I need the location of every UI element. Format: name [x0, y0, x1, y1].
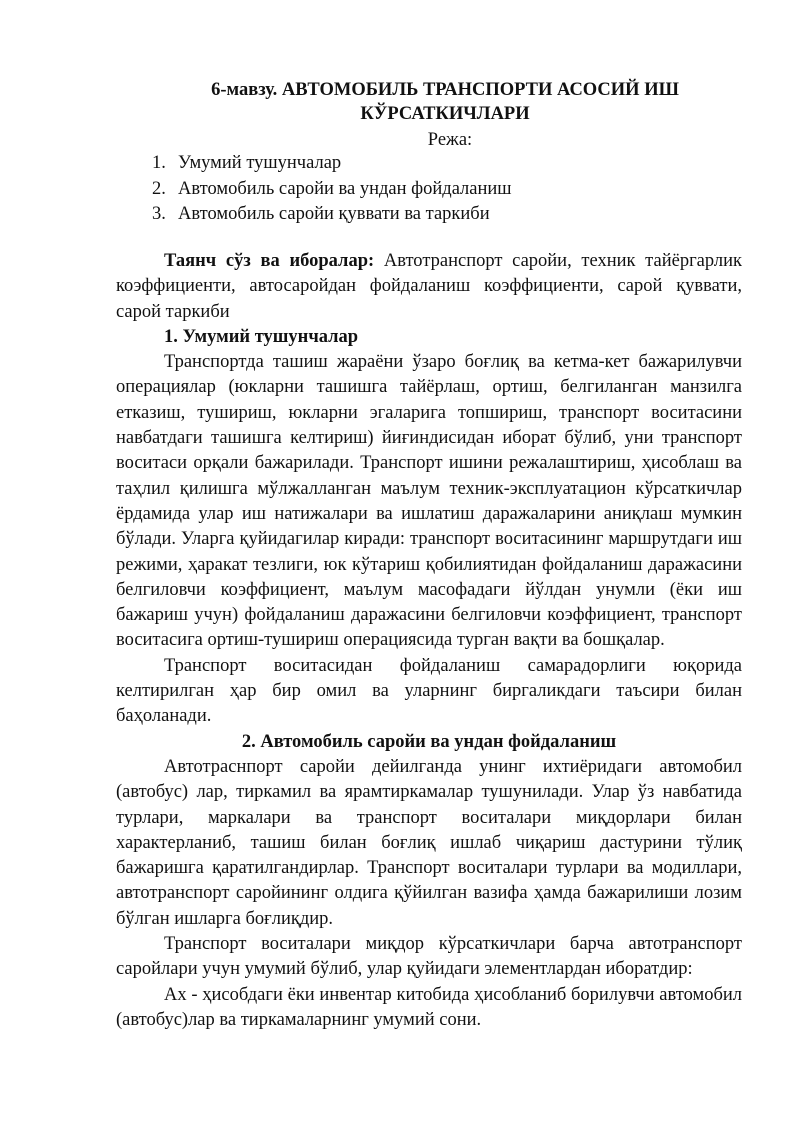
keywords-paragraph [116, 249, 742, 325]
section-2-number: 2 [241, 731, 252, 752]
plan-list [152, 151, 512, 228]
section-2-paragraph-3: Ах - ҳисобдаги ёки инвентар китобида ҳисобланиб борилувчи автомобил (автобус)лар ва тиркамаларнинг умумий сони. [116, 984, 742, 1030]
keywords-label: Таянч сўз ва иборалар: [164, 251, 375, 271]
plan-item-number: 2. [152, 178, 166, 199]
section-1-paragraph-1: Транспортда ташиш жараёни ўзаро боғлиқ ва кетма-кет бажарилувчи операциялар (юкларни ташишга тайёрлаш, ортиш, белгиланган манзилга етказиш, тушириш, юкларни эгаларига топшириш, транспорт воситасини навбатдаги ташишга келтириш) йиғиндисидан иборат бўлиб, уни транспорт воситаси орқали бажарилади. Транспорт ишини режалаштириш, ҳисоблаш ва таҳлил қилишга мўлжалланган маълум техник-эксплуатацион кўрсаткичлар ёрдамида улар иш натижалари ва ишлатиш даражаларини аниқлаш мумкин бўлади. Уларга қуйидагилар киради: транспорт воситасининг маршрутдаги иш режими, ҳаракат тезлиги, юк кўтариш қобилиятидан фойдаланиш даражасини белгиловчи коэффициент, маълум масофадаги йўлдан унумли (ёки иш бажариш учун) фойдаланиш даражасини белгиловчи коэффициент, транспорт воситасига ортиш-тушириш операциясида турган вақти ва бошқалар. [116, 352, 742, 651]
keywords-text: Автотранспорт саройи, техник тайёргарлик коэффициенти, автосаройдан фойдаланиш коэффициенти, сарой қуввати, сарой таркиби [116, 251, 742, 322]
title-line-2: КЎРСАТКИЧЛАРИ [360, 104, 530, 124]
section-1-paragraph-2: Транспорт воситасидан фойдаланиш самарадорлиги юқорида келтирилган ҳар бир омил ва уларнинг биргаликдаги таъсири билан баҳоланади. [116, 655, 742, 727]
section-2-paragraph-2: Транспорт воситалари миқдор кўрсаткичлари барча автотранспорт саройлари учун умумий бўлиб, улар қуйидаги элементлардан иборатдир: [116, 934, 742, 980]
plan-heading: Режа: [427, 130, 473, 150]
document-body [116, 249, 742, 1033]
section-2-paragraph-1: Автотраснпорт саройи дейилганда унинг ихтиёридаги автомобил (автобус) лар, тиркамил ва ярамтиркамалар тушунилади. Улар ўз навбатида турлари, маркалари ва транспорт воситалари миқдорлари билан характерланиб, ташиш билан боғлиқ ишлаб чиқариш дастурини тўлиқ бажаришга қаратилгандирлар. Транспорт воситалари турлари ва модиллари, автотранспорт саройининг олдига қўйилган вазифа ҳамда бажарилиши лозим бўлган ишларга боғлиқдир. [116, 756, 742, 929]
plan-item [152, 202, 512, 228]
plan-item-text: Автомобиль саройи ва ундан фойдаланиш [178, 178, 512, 199]
plan-item-number: 3. [152, 204, 166, 224]
plan-item [152, 151, 512, 177]
section-2-heading [116, 730, 742, 755]
page-title [150, 78, 740, 126]
plan-item [152, 177, 512, 203]
section-1-heading: 1. Умумий тушунчалар [164, 326, 359, 347]
plan-item-number: 1. [152, 153, 166, 173]
section-2-title: . Автомобиль саройи ва ундан фойдаланиш [251, 731, 617, 752]
title-line-1: 6-мавзу. АВТОМОБИЛЬ ТРАНСПОРТИ АСОСИЙ ИШ [211, 80, 679, 100]
plan-item-text: Автомобиль саройи қуввати ва таркиби [178, 204, 490, 224]
plan-item-text: Умумий тушунчалар [178, 153, 342, 173]
